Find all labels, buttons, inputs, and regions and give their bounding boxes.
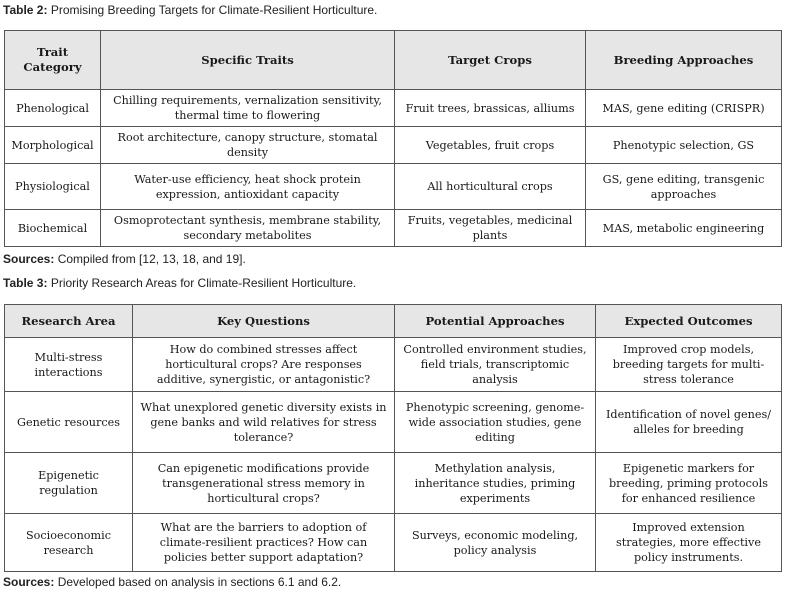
table-cell: Epigenetic markers for breeding, priming protocols for enhanced resilience — [596, 453, 782, 514]
table-cell: Chilling requirements, vernalization sensitivity, thermal time to flowering — [101, 90, 395, 127]
table3-caption-label: Table 3: — [3, 276, 48, 290]
table3-caption — [3, 276, 356, 290]
table3-header-cell: Key Questions — [133, 305, 395, 338]
table2-caption — [3, 3, 377, 17]
table2-sources-label: Sources: — [3, 252, 55, 266]
table2-sources-text: Compiled from [12, 13, 18, and 19]. — [57, 252, 246, 266]
table-cell: How do combined stresses affect horticultural crops? Are responses additive, synergistic, or antagonistic? — [133, 338, 395, 392]
table-cell: What unexplored genetic diversity exists in gene banks and wild relatives for stress tolerance? — [133, 392, 395, 453]
table3-header-cell: Expected Outcomes — [596, 305, 782, 338]
table-cell: Controlled environment studies, field trials, transcriptomic analysis — [395, 338, 596, 392]
table3-caption-text: Priority Research Areas for Climate-Resilient Horticulture. — [50, 276, 357, 290]
table-cell: Physiological — [5, 164, 101, 210]
table3-sources-text: Developed based on analysis in sections 6.1 and 6.2. — [57, 575, 342, 589]
table-cell: All horticultural crops — [395, 164, 586, 210]
table-cell: Biochemical — [5, 210, 101, 247]
table-cell: Water-use efficiency, heat shock protein expression, antioxidant capacity — [101, 164, 395, 210]
table-cell: MAS, gene editing (CRISPR) — [586, 90, 782, 127]
table-cell: Phenotypic screening, genome-wide association studies, gene editing — [395, 392, 596, 453]
table-cell: Fruit trees, brassicas, alliums — [395, 90, 586, 127]
table-row — [5, 210, 782, 247]
table-cell: Osmoprotectant synthesis, membrane stability, secondary metabolites — [101, 210, 395, 247]
table-cell: Phenotypic selection, GS — [586, 127, 782, 164]
table2-caption-label: Table 2: — [3, 3, 48, 17]
table-row — [5, 127, 782, 164]
table-cell: Root architecture, canopy structure, stomatal density — [101, 127, 395, 164]
table-cell: Methylation analysis, inheritance studies, priming experiments — [395, 453, 596, 514]
table-cell: Surveys, economic modeling, policy analysis — [395, 514, 596, 572]
table3-header-cell: Potential Approaches — [395, 305, 596, 338]
table-cell: Epigenetic regulation — [5, 453, 133, 514]
table3-sources-label: Sources: — [3, 575, 55, 589]
table2-header-cell: Specific Traits — [101, 31, 395, 90]
table-row — [5, 453, 782, 514]
table-cell: GS, gene editing, transgenic approaches — [586, 164, 782, 210]
table2-header-cell: Breeding Approaches — [586, 31, 782, 90]
table-cell: Improved crop models, breeding targets for multi-stress tolerance — [596, 338, 782, 392]
table-cell: What are the barriers to adoption of climate-resilient practices? How can policies better support adaptation? — [133, 514, 395, 572]
table2 — [4, 30, 782, 247]
table2-header-cell: Trait Category — [5, 31, 101, 90]
table-cell: Socioeconomic research — [5, 514, 133, 572]
table2-sources — [3, 252, 246, 266]
table-cell: Genetic resources — [5, 392, 133, 453]
table-cell: Can epigenetic modifications provide transgenerational stress memory in horticultural crops? — [133, 453, 395, 514]
table-row — [5, 392, 782, 453]
table3 — [4, 304, 782, 572]
table-row — [5, 164, 782, 210]
table3-header-row — [5, 305, 782, 338]
table3-sources — [3, 575, 341, 589]
table-cell: Vegetables, fruit crops — [395, 127, 586, 164]
table3-header-cell: Research Area — [5, 305, 133, 338]
table-cell: Phenological — [5, 90, 101, 127]
table-cell: Fruits, vegetables, medicinal plants — [395, 210, 586, 247]
table-cell: Identification of novel genes/ alleles for breeding — [596, 392, 782, 453]
table2-caption-text: Promising Breeding Targets for Climate-Resilient Horticulture. — [50, 3, 378, 17]
table-row — [5, 90, 782, 127]
table-row — [5, 514, 782, 572]
table2-header-row — [5, 31, 782, 90]
table-row — [5, 338, 782, 392]
table-cell: MAS, metabolic engineering — [586, 210, 782, 247]
table-cell: Improved extension strategies, more effective policy instruments. — [596, 514, 782, 572]
table2-header-cell: Target Crops — [395, 31, 586, 90]
table-cell: Multi-stress interactions — [5, 338, 133, 392]
table-cell: Morphological — [5, 127, 101, 164]
